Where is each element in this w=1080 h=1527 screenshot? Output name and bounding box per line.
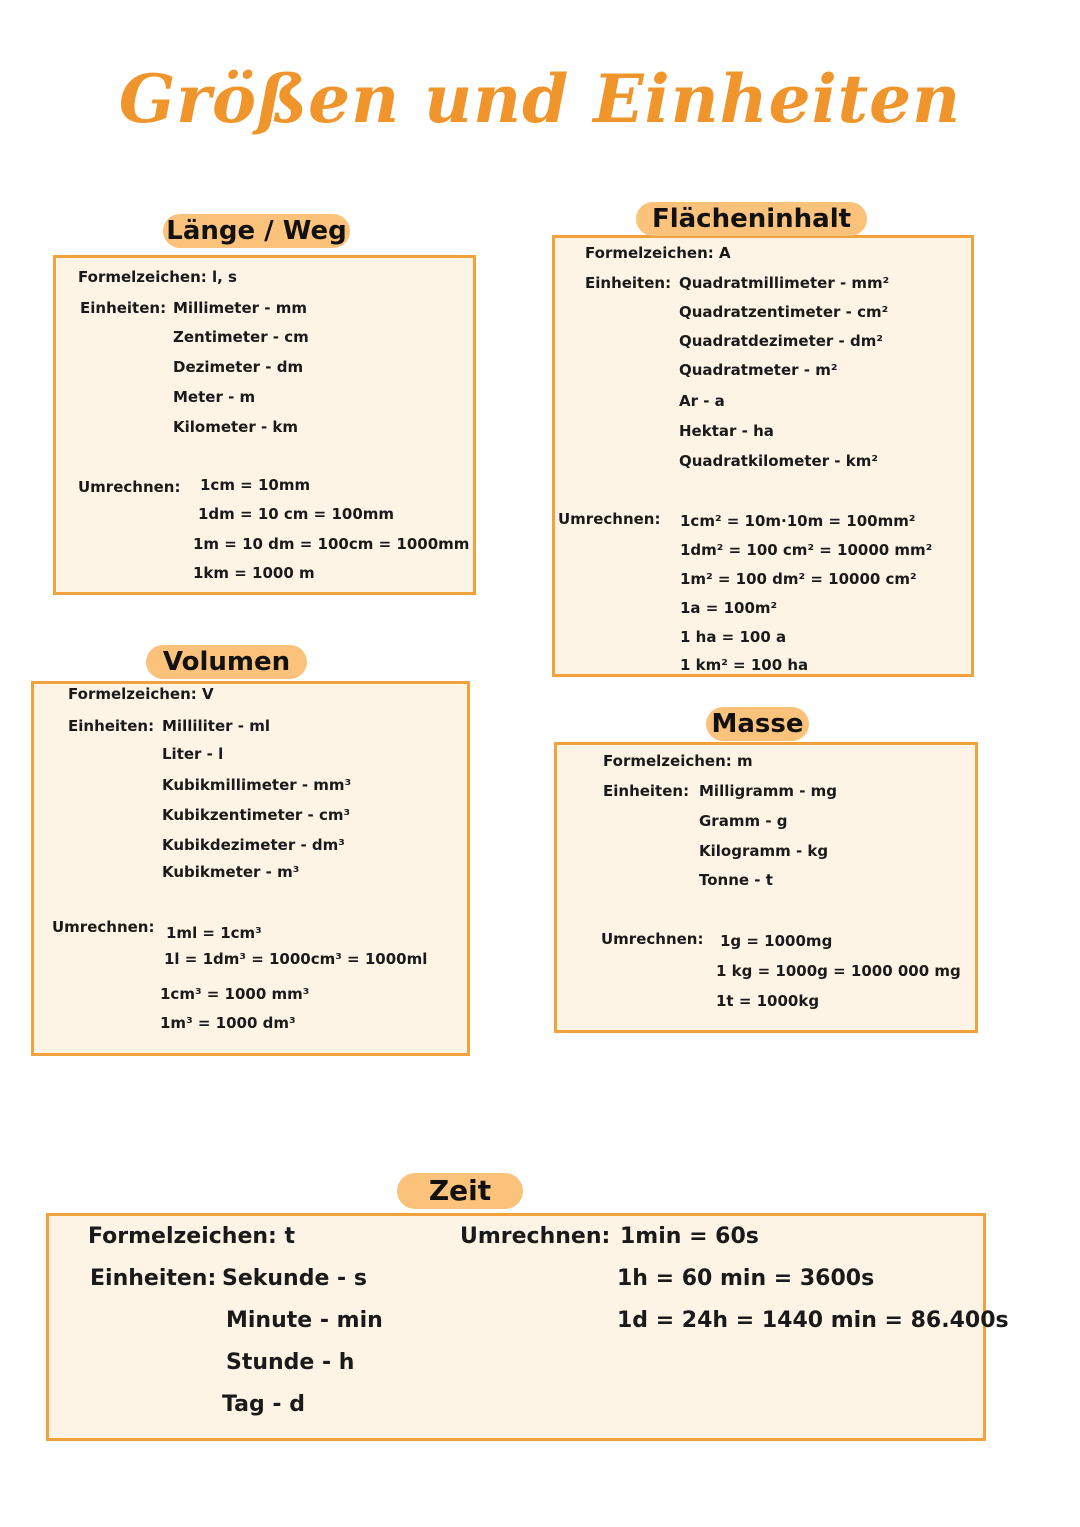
flaeche-unit: Quadratmeter - m² [679, 361, 838, 379]
zeit-formel: Formelzeichen: t [88, 1224, 296, 1249]
volumen-umrechnen-label: Umrechnen: [52, 918, 155, 936]
volumen-formel: Formelzeichen: V [68, 685, 214, 703]
laenge-unit: Kilometer - km [173, 418, 299, 436]
flaeche-conversion: 1m² = 100 dm² = 10000 cm² [680, 570, 917, 588]
zeit-conversion: 1h = 60 min = 3600s [617, 1266, 875, 1291]
zeit-unit: Sekunde - s [222, 1266, 367, 1291]
volumen-conversion: 1cm³ = 1000 mm³ [160, 985, 310, 1003]
zeit-einheiten-label: Einheiten: [90, 1266, 217, 1291]
volumen-unit: Kubikdezimeter - dm³ [162, 836, 345, 854]
laenge-formel: Formelzeichen: l, s [78, 268, 237, 286]
flaeche-unit: Quadratzentimeter - cm² [679, 303, 889, 321]
masse-formel: Formelzeichen: m [603, 752, 753, 770]
masse-conversion: 1g = 1000mg [720, 932, 833, 950]
volumen-unit: Kubikmillimeter - mm³ [162, 776, 352, 794]
flaeche-conversion: 1a = 100m² [680, 599, 778, 617]
flaeche-einheiten-label: Einheiten: [585, 274, 672, 292]
flaeche-formel: Formelzeichen: A [585, 244, 731, 262]
zeit-unit: Stunde - h [226, 1350, 355, 1375]
masse-unit: Tonne - t [699, 871, 773, 889]
zeit-heading: Zeit [397, 1173, 523, 1209]
volumen-unit: Kubikzentimeter - cm³ [162, 806, 351, 824]
masse-umrechnen-label: Umrechnen: [601, 930, 704, 948]
zeit-umrechnen-label: Umrechnen: [460, 1224, 611, 1249]
flaeche-conversion: 1 ha = 100 a [680, 628, 787, 646]
volumen-heading: Volumen [146, 645, 307, 679]
flaeche-unit: Quadratdezimeter - dm² [679, 332, 883, 350]
laenge-conversion: 1cm = 10mm [200, 476, 311, 494]
laenge-unit: Millimeter - mm [173, 299, 307, 317]
masse-conversion: 1t = 1000kg [716, 992, 820, 1010]
flaeche-unit: Ar - a [679, 392, 725, 410]
masse-unit: Gramm - g [699, 812, 788, 830]
zeit-unit: Minute - min [226, 1308, 383, 1333]
page-title: Größen und Einheiten [118, 60, 962, 138]
laenge-unit: Dezimeter - dm [173, 358, 304, 376]
masse-heading: Masse [706, 707, 809, 741]
flaeche-conversion: 1dm² = 100 cm² = 10000 mm² [680, 541, 933, 559]
laenge-unit: Meter - m [173, 388, 256, 406]
flaeche-conversion: 1cm² = 10m·10m = 100mm² [680, 512, 916, 530]
volumen-einheiten-label: Einheiten: [68, 717, 155, 735]
masse-unit: Milligramm - mg [699, 782, 838, 800]
masse-conversion: 1 kg = 1000g = 1000 000 mg [716, 962, 961, 980]
zeit-conversion: 1min = 60s [620, 1224, 759, 1249]
laenge-einheiten-label: Einheiten: [80, 299, 167, 317]
laenge-conversion: 1m = 10 dm = 100cm = 1000mm [193, 535, 470, 553]
volumen-unit: Liter - l [162, 745, 224, 763]
flaeche-unit: Hektar - ha [679, 422, 774, 440]
laenge-heading: Länge / Weg [163, 214, 350, 248]
volumen-conversion: 1m³ = 1000 dm³ [160, 1014, 296, 1032]
flaeche-unit: Quadratmillimeter - mm² [679, 274, 890, 292]
flaeche-umrechnen-label: Umrechnen: [558, 510, 661, 528]
volumen-unit: Milliliter - ml [162, 717, 270, 735]
zeit-conversion: 1d = 24h = 1440 min = 86.400s [617, 1308, 1009, 1333]
volumen-unit: Kubikmeter - m³ [162, 863, 300, 881]
laenge-conversion: 1km = 1000 m [193, 564, 315, 582]
laenge-conversion: 1dm = 10 cm = 100mm [198, 505, 395, 523]
laenge-umrechnen-label: Umrechnen: [78, 478, 181, 496]
flaeche-unit: Quadratkilometer - km² [679, 452, 878, 470]
volumen-conversion: 1ml = 1cm³ [166, 924, 262, 942]
zeit-unit: Tag - d [222, 1392, 305, 1417]
volumen-conversion: 1l = 1dm³ = 1000cm³ = 1000ml [164, 950, 428, 968]
flaeche-conversion: 1 km² = 100 ha [680, 656, 809, 674]
masse-unit: Kilogramm - kg [699, 842, 829, 860]
flaeche-heading: Flächeninhalt [636, 202, 867, 236]
masse-einheiten-label: Einheiten: [603, 782, 690, 800]
laenge-unit: Zentimeter - cm [173, 328, 309, 346]
